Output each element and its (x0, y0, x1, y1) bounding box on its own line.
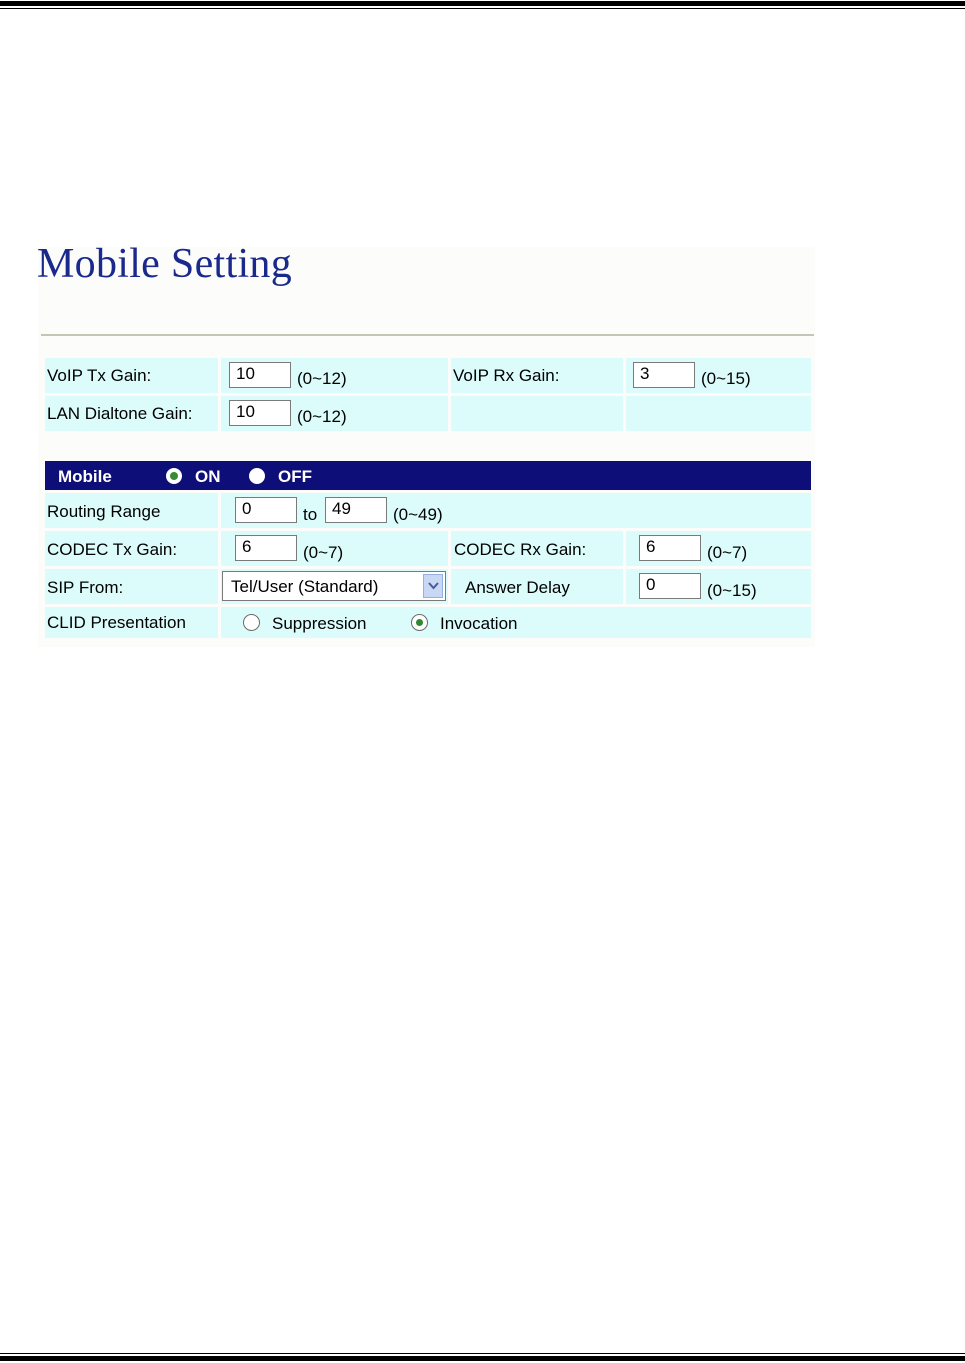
codec-rx-gain-range: (0~7) (707, 543, 748, 562)
answer-delay-range: (0~15) (707, 581, 757, 600)
clid-invocation-label: Invocation (440, 614, 518, 633)
mobile-off-label: OFF (278, 467, 312, 486)
sip-from-label: SIP From: (47, 578, 124, 597)
codec-tx-gain-input[interactable]: 6 (235, 535, 297, 561)
lan-dialtone-gain-label: LAN Dialtone Gain: (47, 404, 193, 423)
routing-to-input[interactable]: 49 (325, 497, 387, 523)
top-rule-thick (0, 1, 965, 6)
sip-from-select[interactable] (222, 571, 446, 601)
codec-rx-gain-input[interactable]: 6 (639, 535, 701, 561)
bottom-rule-thick (0, 1356, 965, 1361)
title-separator (41, 334, 814, 336)
mobile-on-radio[interactable] (166, 468, 182, 484)
mobile-on-label: ON (195, 467, 221, 486)
routing-from-input[interactable]: 0 (235, 497, 297, 523)
mobile-off-radio[interactable] (249, 468, 265, 484)
chevron-down-icon[interactable] (423, 574, 443, 598)
sip-from-selected-value: Tel/User (Standard) (231, 577, 379, 596)
voip-rx-gain-label: VoIP Rx Gain: (453, 366, 560, 385)
lan-dialtone-gain-input[interactable]: 10 (229, 400, 291, 426)
clid-presentation-label: CLID Presentation (47, 613, 186, 632)
routing-range-label: Routing Range (47, 502, 161, 521)
clid-invocation-radio[interactable] (411, 614, 428, 631)
answer-delay-input[interactable]: 0 (639, 573, 701, 599)
codec-tx-gain-label: CODEC Tx Gain: (47, 540, 178, 559)
top-rule-thin (0, 8, 965, 9)
mobile-header-label: Mobile (58, 467, 112, 486)
voip-rx-gain-range: (0~15) (701, 369, 751, 388)
clid-suppression-label: Suppression (272, 614, 367, 633)
empty-cell-b (626, 396, 811, 431)
voip-tx-gain-label: VoIP Tx Gain: (47, 366, 152, 385)
routing-to-word: to (303, 505, 318, 524)
answer-delay-label: Answer Delay (465, 578, 570, 597)
voip-rx-gain-input[interactable]: 3 (633, 362, 695, 388)
routing-range-hint: (0~49) (393, 505, 443, 524)
bottom-rule-thin (0, 1353, 965, 1354)
voip-tx-gain-range: (0~12) (297, 369, 347, 388)
voip-tx-gain-input[interactable]: 10 (229, 362, 291, 388)
clid-suppression-radio[interactable] (243, 614, 260, 631)
lan-dialtone-gain-range: (0~12) (297, 407, 347, 426)
codec-rx-gain-label: CODEC Rx Gain: (454, 540, 587, 559)
codec-tx-gain-range: (0~7) (303, 543, 344, 562)
empty-cell-a (451, 396, 623, 431)
mobile-header-bar (45, 461, 811, 490)
page-title: Mobile Setting (37, 241, 293, 287)
